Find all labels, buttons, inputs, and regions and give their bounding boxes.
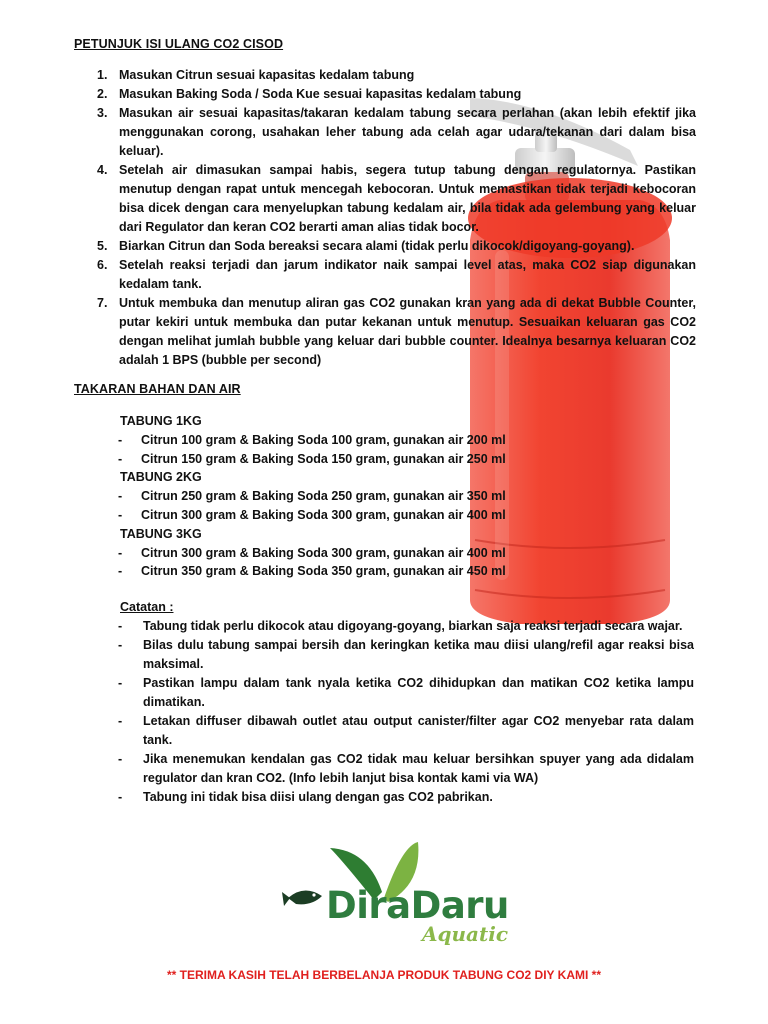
list-item: - Citrun 300 gram & Baking Soda 300 gram, gunakan air 400 ml	[118, 507, 506, 522]
steps-list	[74, 66, 696, 370]
list-item: 1. Masukan Citrun sesuai kapasitas kedalam tabung	[97, 68, 415, 82]
logo-sub: Aquatic	[422, 922, 509, 946]
list-item: 6. Setelah reaksi terjadi dan jarum indikator naik sampai level atas, maka CO2 siap digunakan kedalam tank.	[97, 258, 696, 291]
list-item: - Pastikan lampu dalam tank nyala ketika CO2 dihidupkan dan matikan CO2 ketika lampu dimatikan.	[118, 676, 694, 709]
takaran-heading: TAKARAN BAHAN DAN AIR	[74, 382, 241, 396]
list-item: - Tabung ini tidak bisa diisi ulang dengan gas CO2 pabrikan.	[118, 790, 493, 804]
list-item: 7. Untuk membuka dan menutup aliran gas CO2 gunakan kran yang ada di dekat Bubble Counter, putar kekiri untuk membuka dan putar kekanan untuk menutup. Sesuaikan keluaran gas CO2 dengan melihat jumlah bubble yang keluar dari bubble counter. Idealnya besarnya keluaran CO2 adalah 1 BPS (bubble per second)	[97, 296, 696, 367]
list-item: 5. Biarkan Citrun dan Soda bereaksi secara alami (tidak perlu dikocok/digoyang-goyang).	[97, 239, 635, 253]
list-item: - Citrun 250 gram & Baking Soda 250 gram, gunakan air 350 ml	[118, 489, 506, 504]
notes-heading: Catatan :	[120, 600, 174, 614]
list-item: - Citrun 300 gram & Baking Soda 300 gram, gunakan air 400 ml	[118, 545, 506, 560]
list-item: - Letakan diffuser dibawah outlet atau output canister/filter agar CO2 menyebar rata dalam tank.	[118, 714, 694, 747]
list-item: - Tabung tidak perlu dikocok atau digoyang-goyang, biarkan saja reaksi terjadi secara wajar.	[118, 619, 683, 633]
group-title-3kg: TABUNG 3KG	[120, 526, 202, 541]
notes-list	[118, 617, 694, 807]
list-item: - Jika menemukan kendalan gas CO2 tidak mau keluar bersihkan spuyer yang ada didalam regulator dan kran CO2. (Info lebih lanjut bisa kontak kami via WA)	[118, 752, 694, 785]
list-item: 4. Setelah air dimasukan sampai habis, segera tutup tabung dengan regulatornya. Pastikan menutup dengan rapat untuk mencegah kebocoran. Untuk memastikan tidak terjadi kebocoran bisa dicek dengan cara menyelupkan tabung kedalam air, bila tidak ada gelembung yang keluar dari Regulator dan keran CO2 berarti aman alias tidak bocor.	[97, 163, 696, 234]
group-title-1kg: TABUNG 1KG	[120, 414, 202, 428]
takaran-list	[120, 412, 680, 581]
list-item: - Bilas dulu tabung sampai bersih dan keringkan ketika mau diisi ulang/refil agar reaksi bisa maksimal.	[118, 638, 694, 671]
list-item: - Citrun 150 gram & Baking Soda 150 gram, gunakan air 250 ml	[118, 451, 506, 466]
thank-you-footer: ** TERIMA KASIH TELAH BERBELANJA PRODUK TABUNG CO2 DIY KAMI **	[166, 968, 602, 982]
group-title-2kg: TABUNG 2KG	[120, 470, 202, 485]
logo-name: DiraDaru	[326, 884, 509, 927]
page-title: PETUNJUK ISI ULANG CO2 CISOD	[74, 37, 284, 51]
diradaru-logo	[282, 840, 532, 952]
list-item: - Citrun 350 gram & Baking Soda 350 gram, gunakan air 450 ml	[118, 564, 506, 579]
list-item: - Citrun 100 gram & Baking Soda 100 gram, gunakan air 200 ml	[118, 432, 506, 447]
list-item: 3. Masukan air sesuai kapasitas/takaran kedalam tabung secara perlahan (akan lebih efektif jika menggunakan corong, usahakan leher tabung ada celah agar udara/tekanan dari dalam bisa keluar).	[97, 106, 696, 158]
list-item: 2. Masukan Baking Soda / Soda Kue sesuai kapasitas kedalam tabung	[97, 87, 522, 101]
